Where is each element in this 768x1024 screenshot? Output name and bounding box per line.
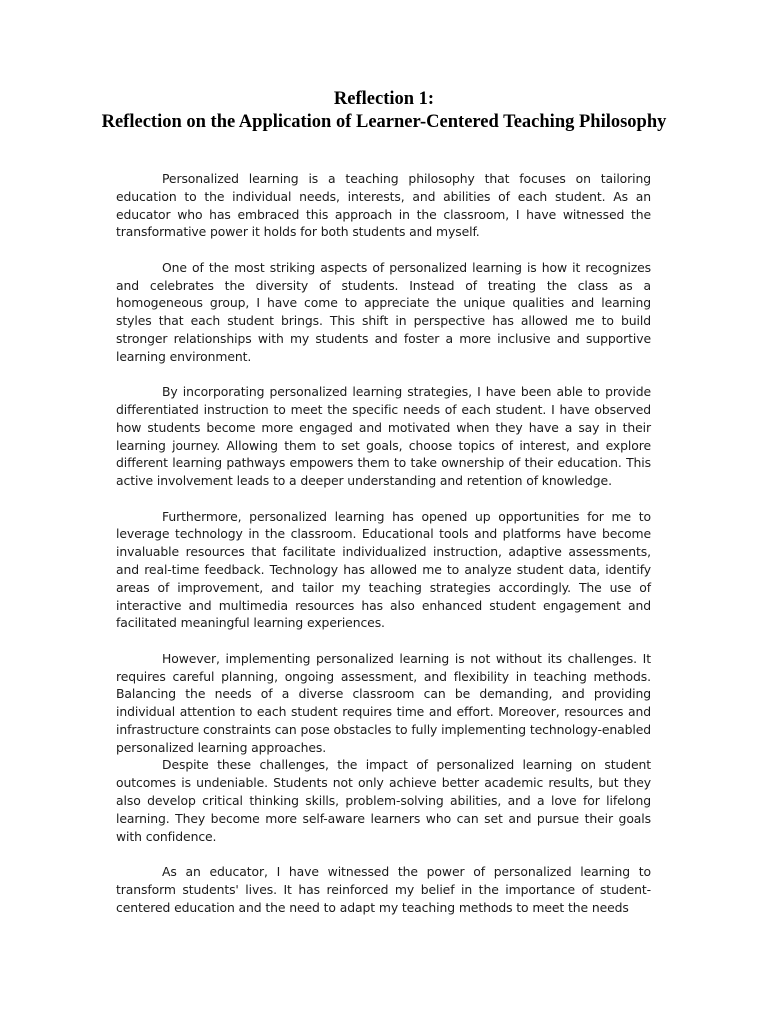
- paragraph-1: Personalized learning is a teaching philosophy that focuses on tailoring education to the individual needs, interests, and abilities of each student. As an educator who has embraced this approach in the classroom, I have witnessed the transformative power it holds for both students and myself.: [116, 171, 651, 240]
- paragraph-7: As an educator, I have witnessed the power of personalized learning to transform students' lives. It has reinforced my belief in the importance of student-centered education and the need to adapt my teaching methods to meet the needs: [116, 864, 651, 915]
- paragraph-5: However, implementing personalized learning is not without its challenges. It requires careful planning, ongoing assessment, and flexibility in teaching methods. Balancing the needs of a diverse classroom can be demanding, and providing individual attention to each student requires time and effort. Moreover, resources and infrastructure constraints can pose obstacles to fully implementing technology-enabled personalized learning approaches.: [116, 650, 651, 755]
- paragraph-2: One of the most striking aspects of personalized learning is how it recognizes and celebrates the diversity of students. Instead of treating the class as a homogeneous group, I have come to appreciate the unique qualities and learning styles that each student brings. This shift in perspective has allowed me to build stronger relationships with my students and foster a more inclusive and supportive learning environment.: [116, 259, 651, 364]
- reflection-title: Reflection on the Application of Learner-Centered Teaching Philosophy: [101, 111, 667, 132]
- paragraph-6: Despite these challenges, the impact of personalized learning on student outcomes is undeniable. Students not only achieve better academic results, but they also develop critical thinking skills, problem-solving abilities, and a love for lifelong learning. They become more self-aware learners who can set and pursue their goals with confidence.: [116, 757, 651, 844]
- reflection-number-title: Reflection 1:: [333, 89, 435, 109]
- paragraph-4: Furthermore, personalized learning has opened up opportunities for me to leverage technology in the classroom. Educational tools and platforms have become invaluable resources that facilitate individualized instruction, adaptive assessments, and real-time feedback. Technology has allowed me to analyze student data, identify areas of improvement, and tailor my teaching strategies accordingly. The use of interactive and multimedia resources has also enhanced student engagement and facilitated meaningful learning experiences.: [116, 508, 651, 631]
- paragraph-3: By incorporating personalized learning strategies, I have been able to provide differentiated instruction to meet the specific needs of each student. I have observed how students become more engaged and motivated when they have a say in their learning journey. Allowing them to set goals, choose topics of interest, and explore different learning pathways empowers them to take ownership of their education. This active involvement leads to a deeper understanding and retention of knowledge.: [116, 384, 651, 489]
- document-body: [116, 170, 651, 934]
- document-heading: [100, 88, 668, 133]
